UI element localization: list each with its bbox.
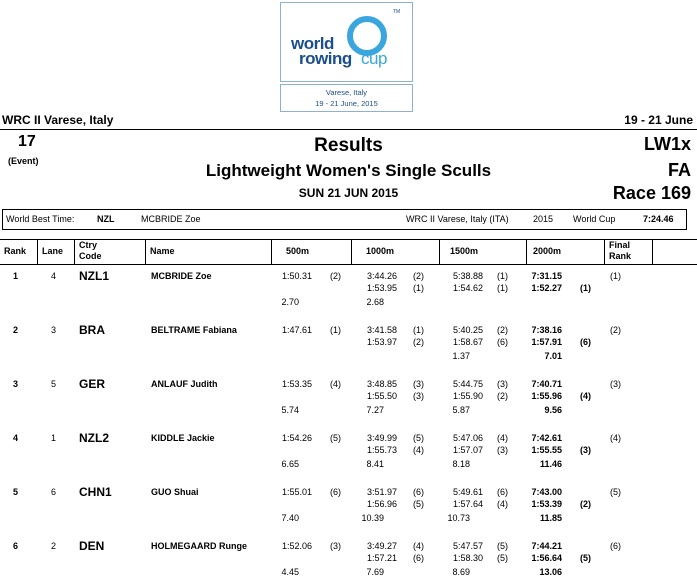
split-pos-1000m: (1) [413,283,424,293]
pos-500m: (6) [330,487,341,497]
split-pos-1500m: (3) [497,445,508,455]
time-1500m: 5:38.88 [452,271,483,281]
pos-1000m: (3) [413,379,424,389]
lane-cell: 1 [51,433,57,443]
diff-1000m: 2.68 [366,297,384,307]
split-pos-1000m: (2) [413,337,424,347]
diff-1500m: 8.18 [452,459,470,469]
name-cell: BELTRAME Fabiana [151,325,237,335]
page-title: Results [314,135,383,156]
header-rule [0,129,697,130]
country-code-cell: NZL1 [79,269,109,283]
col-2000m: 2000m [526,239,604,264]
table-row [0,537,697,587]
pos-1500m: (1) [497,271,508,281]
world-best-time-bar [2,209,687,230]
lane-cell: 3 [51,325,57,335]
rank-cell: 4 [13,433,19,443]
pos-1000m: (1) [413,325,424,335]
race-phase: FA [667,160,691,180]
table-row [0,321,697,375]
col-name: Name [145,239,271,264]
pos-500m: (2) [330,271,341,281]
split-1500m: 1:54.62 [452,283,483,293]
col-blank [652,239,697,264]
diff-1500m: 10.73 [447,513,470,523]
event-number: 17 [18,133,36,150]
diff-2000m: 11.85 [539,513,562,523]
split-2000m: 1:57.91 [531,337,562,347]
col-country: Ctry Code [74,239,145,264]
logo-tm: TM [393,9,401,15]
time-500m: 1:55.01 [281,487,312,497]
time-1000m: 3:49.27 [366,541,397,551]
pos-1500m: (6) [497,487,508,497]
final-rank-cell: (6) [610,541,621,551]
results-table-header [0,239,697,264]
col-1500m: 1500m [439,239,526,264]
wbt-name: MCBRIDE Zoe [141,214,201,224]
col-lane: Lane [37,239,74,264]
split-pos-1500m: (1) [497,283,508,293]
time-1000m: 3:48.85 [366,379,397,389]
time-1000m: 3:51.97 [366,487,397,497]
split-pos-1500m: (6) [497,337,508,347]
diff-500m: 7.40 [281,513,299,523]
venue-dates: 19 - 21 June, 2015 [315,99,378,108]
pos-1500m: (2) [497,325,508,335]
diff-500m: 2.70 [281,297,299,307]
wbt-country: NZL [97,214,115,224]
diff-1000m: 10.39 [361,513,384,523]
diff-1000m: 7.27 [366,405,384,415]
rank-cell: 1 [13,271,19,281]
pos-1000m: (5) [413,433,424,443]
time-500m: 1:47.61 [281,325,312,335]
diff-1000m: 8.41 [366,459,384,469]
time-500m: 1:52.06 [281,541,312,551]
boat-class: LW1x [643,134,691,154]
split-pos-1000m: (5) [413,499,424,509]
diff-1500m: 8.69 [452,567,470,577]
time-500m: 1:50.31 [281,271,312,281]
final-rank-cell: (2) [610,325,621,335]
wbt-label: World Best Time: [6,214,75,224]
name-cell: HOLMEGAARD Runge [151,541,247,551]
time-1500m: 5:47.06 [452,433,483,443]
lane-cell: 2 [51,541,57,551]
split-1500m: 1:57.07 [452,445,483,455]
lane-cell: 6 [51,487,57,497]
world-rowing-cup-logo [280,2,413,82]
time-500m: 1:54.26 [281,433,312,443]
regatta-dates: 19 - 21 June [624,113,693,127]
wbt-year: 2015 [533,214,554,224]
split-1500m: 1:58.67 [452,337,483,347]
rank-cell: 3 [13,379,19,389]
pos-500m: (5) [330,433,341,443]
name-cell: ANLAUF Judith [151,379,218,389]
split-pos-2000m: (6) [580,337,591,347]
logo-word-rowing: rowing [299,49,352,68]
split-1000m: 1:57.21 [366,553,397,563]
rank-cell: 6 [13,541,19,551]
pos-500m: (3) [330,541,341,551]
split-2000m: 1:55.55 [531,445,562,455]
diff-2000m: 9.56 [544,405,562,415]
time-1500m: 5:49.61 [452,487,483,497]
split-pos-1000m: (4) [413,445,424,455]
logo-word-cup: cup [361,49,387,68]
split-pos-2000m: (4) [580,391,591,401]
time-500m: 1:53.35 [281,379,312,389]
lane-cell: 5 [51,379,57,389]
split-pos-1000m: (6) [413,553,424,563]
split-2000m: 1:52.27 [531,283,562,293]
diff-2000m: 7.01 [544,351,562,361]
split-1000m: 1:53.97 [366,337,397,347]
table-row [0,375,697,429]
split-pos-1500m: (2) [497,391,508,401]
col-1000m: 1000m [351,239,439,264]
race-day: SUN 21 JUN 2015 [298,186,399,200]
rank-cell: 2 [13,325,19,335]
diff-2000m: 13.06 [539,567,562,577]
pos-1500m: (5) [497,541,508,551]
pos-1500m: (3) [497,379,508,389]
country-code-cell: DEN [79,539,105,553]
split-pos-2000m: (1) [580,283,591,293]
event-label: (Event) [8,156,39,166]
time-1000m: 3:41.58 [366,325,397,335]
name-cell: GUO Shuai [151,487,199,497]
name-cell: KIDDLE Jackie [151,433,215,443]
diff-1500m: 5.87 [452,405,470,415]
regatta-name: WRC II Varese, Italy [2,113,114,127]
diff-500m: 4.45 [281,567,299,577]
country-code-cell: CHN1 [79,485,112,499]
country-code-cell: BRA [79,323,105,337]
split-1500m: 1:55.90 [452,391,483,401]
final-rank-cell: (1) [610,271,621,281]
lane-cell: 4 [51,271,57,281]
table-row [0,429,697,483]
split-2000m: 1:56.64 [531,553,562,563]
split-pos-1500m: (4) [497,499,508,509]
final-rank-cell: (4) [610,433,621,443]
wbt-venue: WRC II Varese, Italy (ITA) [406,214,509,224]
venue-location: Varese, Italy [325,88,368,97]
col-rank: Rank [4,246,27,256]
pos-1000m: (4) [413,541,424,551]
diff-500m: 6.65 [281,459,299,469]
split-pos-1500m: (5) [497,553,508,563]
col-500m: 500m [271,239,351,264]
time-1000m: 3:44.26 [366,271,397,281]
diff-1500m: 1.37 [452,351,470,361]
time-1500m: 5:40.25 [452,325,483,335]
table-row [0,267,697,321]
country-code-cell: NZL2 [79,431,109,445]
split-1500m: 1:58.30 [452,553,483,563]
wc-label: World Cup [573,214,616,224]
pos-500m: (4) [330,379,341,389]
wc-time: 7:24.46 [643,214,674,224]
country-code-cell: GER [79,377,106,391]
pos-1500m: (4) [497,433,508,443]
time-2000m: 7:31.15 [531,271,562,281]
col-final-rank: Final Rank [604,239,652,264]
diff-2000m: 11.46 [539,459,562,469]
time-2000m: 7:40.71 [531,379,562,389]
diff-1000m: 7.69 [366,567,384,577]
time-1500m: 5:47.57 [452,541,483,551]
split-pos-1000m: (3) [413,391,424,401]
event-name: Lightweight Women's Single Sculls [205,161,492,180]
split-1000m: 1:56.96 [366,499,397,509]
pos-1000m: (2) [413,271,424,281]
pos-500m: (1) [330,325,341,335]
split-pos-2000m: (3) [580,445,591,455]
split-pos-2000m: (5) [580,553,591,563]
time-1000m: 3:49.99 [366,433,397,443]
split-1000m: 1:55.50 [366,391,397,401]
final-rank-cell: (3) [610,379,621,389]
venue-box [280,84,413,112]
time-2000m: 7:44.21 [531,541,562,551]
split-1500m: 1:57.64 [452,499,483,509]
time-1500m: 5:44.75 [452,379,483,389]
split-2000m: 1:55.96 [531,391,562,401]
time-2000m: 7:42.61 [531,433,562,443]
time-2000m: 7:38.16 [531,325,562,335]
logo-word-world: world [291,34,334,53]
split-2000m: 1:53.39 [531,499,562,509]
split-pos-2000m: (2) [580,499,591,509]
time-2000m: 7:43.00 [531,487,562,497]
pos-1000m: (6) [413,487,424,497]
diff-500m: 5.74 [281,405,299,415]
split-1000m: 1:55.73 [366,445,397,455]
name-cell: MCBRIDE Zoe [151,271,212,281]
table-row [0,483,697,537]
split-1000m: 1:53.95 [366,283,397,293]
race-number: Race 169 [612,183,691,203]
rank-cell: 5 [13,487,19,497]
final-rank-cell: (5) [610,487,621,497]
